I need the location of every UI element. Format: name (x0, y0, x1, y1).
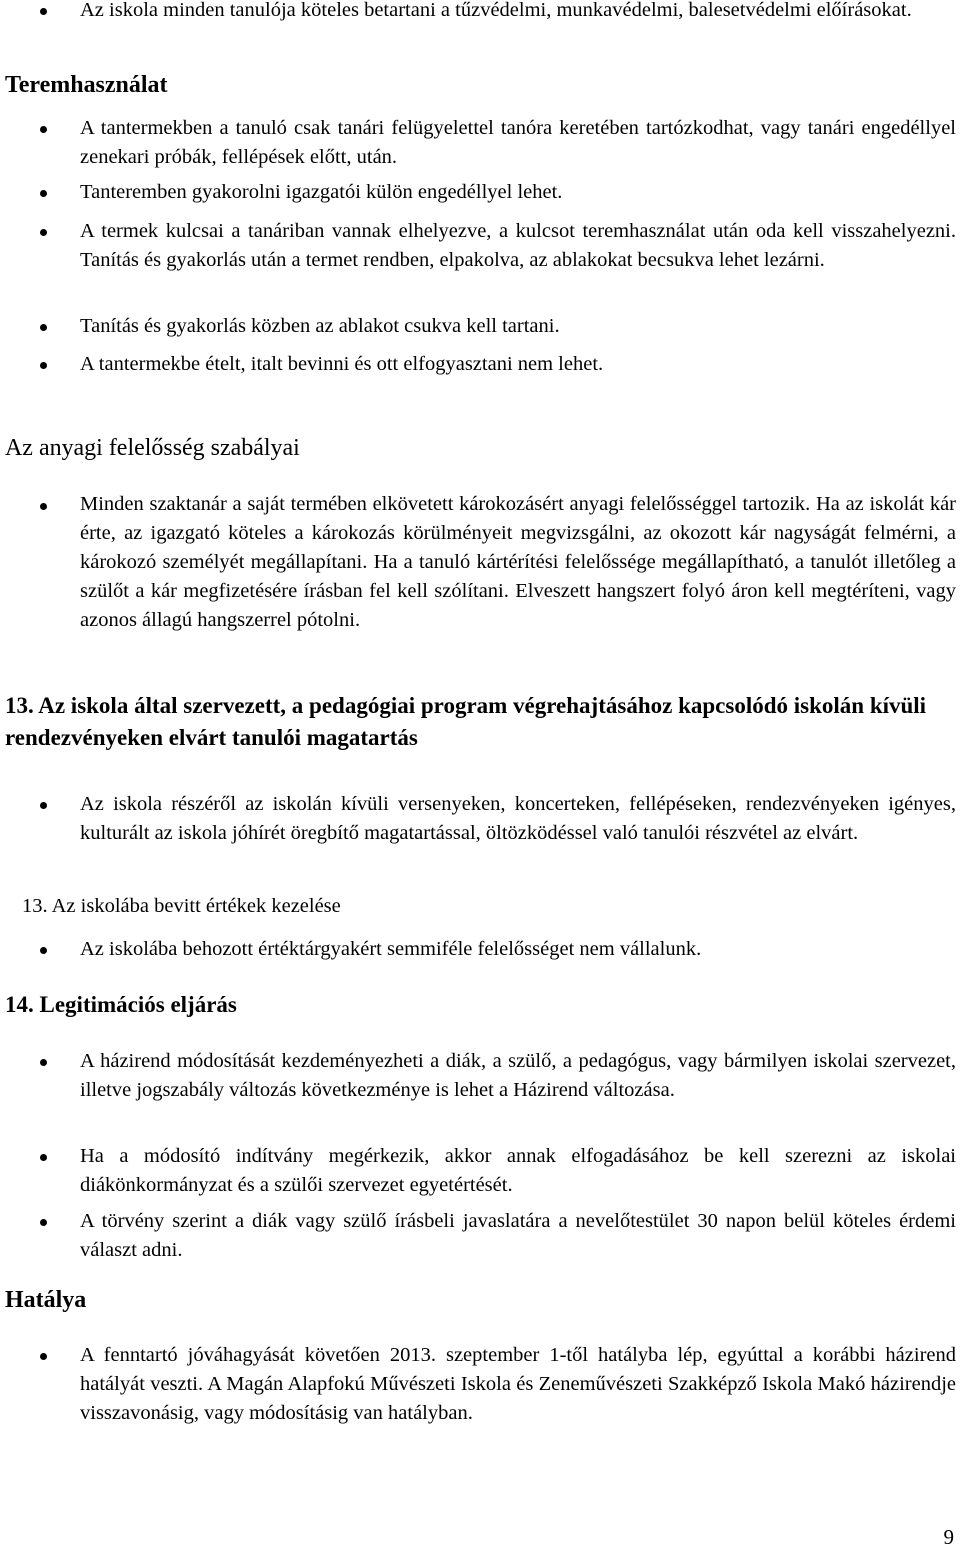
paragraph-damage-liability: Minden szaktanár a saját termében elkövetett károkozásért anyagi felelősséggel tartozik. Ha az iskolát kár érte, az igazgató köteles a károkozás körülményeit megvizsgálni, az okozott kár nagyságát felmérni, a károkozó személyét megállapítani. Ha a tanuló kártérítési felelőssége megállapítható, a tanulót illetőleg a szülőt a kár megfizetésére írásban fel kell szólítani. Elveszett hangszert folyó áron kell megtéríteni, vagy azonos állagú hangszerrel pótolni. (80, 493, 956, 631)
paragraph-effective-date: A fenntartó jóváhagyását követően 2013. szeptember 1-től hatályba lép, egyúttal a korábbi házirend hatályát veszti. A Magán Alapfokú Művészeti Iskola és Zeneművészeti Szakképző Iskola Makó házirendje visszavonásig, vagy módosításig van hatályban. (80, 1344, 956, 1424)
paragraph-external-events: Az iskola részéről az iskolán kívüli versenyeken, koncerteken, fellépéseken, rendezvényeken igényes, kulturált az iskola jóhírét öregbítő magatartással, öltözködéssel való tanulói részvétel az elvárt. (80, 793, 956, 844)
paragraph-fire-safety: Az iskola minden tanulója köteles betartani a tűzvédelmi, munkavédelmi, balesetvédelmi előírásokat. (80, 0, 912, 21)
heading-material-liability: Az anyagi felelősség szabályai (5, 435, 300, 461)
paragraph-room-keys: A termek kulcsai a tanáriban vannak elhelyezve, a kulcsot teremhasználat után oda kell visszahelyezni. Tanítás és gyakorlás után a termet rendben, elpakolva, az ablakokat becsukva lehet lezárni. (80, 220, 956, 271)
heading-section-14-legitimation: 14. Legitimációs eljárás (5, 992, 237, 1017)
bullet-icon (40, 126, 47, 133)
bullet-icon (40, 8, 47, 15)
bullet-icon (40, 503, 47, 510)
paragraph-no-food: A tantermekbe ételt, italt bevinni és ott elfogyasztani nem lehet. (80, 353, 604, 375)
paragraph-response-deadline: A törvény szerint a diák vagy szülő írásbeli javaslatára a nevelőtestület 30 napon belül köteles érdemi választ adni. (80, 1210, 956, 1261)
bullet-icon (40, 324, 47, 331)
bullet-icon (40, 947, 47, 954)
paragraph-practice-permission: Tanteremben gyakorolni igazgatói külön engedéllyel lehet. (80, 181, 563, 203)
paragraph-amendment-initiative: A házirend módosítását kezdeményezheti a diák, a szülő, a pedagógus, vagy bármilyen iskolai szervezet, illetve jogszabály változás következménye is lehet a Házirend változása. (80, 1050, 956, 1101)
bullet-icon (40, 802, 47, 809)
paragraph-windows-closed: Tanítás és gyakorlás közben az ablakot csukva kell tartani. (80, 315, 560, 337)
paragraph-classroom-supervision: A tantermekben a tanuló csak tanári felügyelettel tanóra keretében tartózkodhat, vagy tanári engedéllyel zenekari próbák, fellépések előtt, után. (80, 117, 956, 168)
heading-teremhasznalat: Teremhasználat (5, 72, 168, 98)
bullet-icon (40, 1219, 47, 1226)
heading-section-13-valuables: 13. Az iskolába bevitt értékek kezelése (22, 895, 341, 917)
page-number: 9 (943, 1525, 954, 1549)
paragraph-amendment-approval: Ha a módosító indítvány megérkezik, akkor annak elfogadásához be kell szerezni az iskolai diákönkormányzat és a szülői szervezet egyetértését. (80, 1145, 956, 1196)
bullet-icon (40, 190, 47, 197)
bullet-icon (40, 229, 47, 236)
bullet-icon (40, 362, 47, 369)
bullet-icon (40, 1353, 47, 1360)
bullet-icon (40, 1059, 47, 1066)
heading-section-13-conduct: 13. Az iskola által szervezett, a pedagógiai program végrehajtásához kapcsolódó iskolán kívüli rendezvényeken elvárt tanulói magatartás (5, 693, 927, 750)
bullet-icon (40, 1154, 47, 1161)
heading-hatalya: Hatálya (5, 1287, 87, 1313)
paragraph-valuables: Az iskolába behozott értéktárgyakért semmiféle felelősséget nem vállalunk. (80, 938, 702, 960)
